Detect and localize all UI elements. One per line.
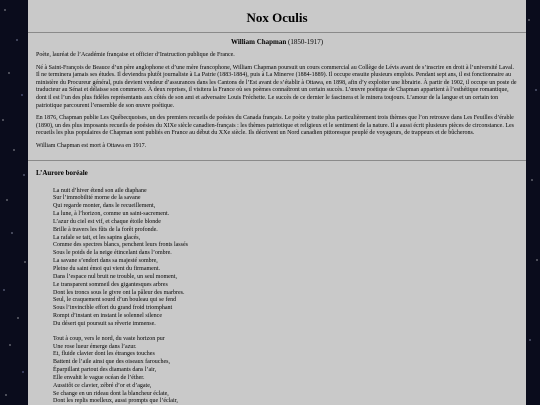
poem-line: Dont les replis moelleux, aussi prompts que l’éclair,: [53, 398, 178, 405]
site-title: Nox Oculis: [246, 10, 308, 25]
poem-line: Sur l’immobilité morne de la savane: [53, 195, 141, 202]
poem-line: La rafale se tait, et les sapins glacés,: [53, 234, 141, 241]
poem-line: Éparpillant partout des diamants dans l’air,: [53, 367, 157, 374]
poem-line: Comme des spectres blancs, penchent leurs fronts lassés: [53, 242, 188, 249]
poem-line: La lune, à l’horizon, comme un saint-sacrement.: [53, 211, 170, 218]
title-divider: [28, 32, 526, 33]
bio-death: William Chapman est mort à Ottawa en 1917.: [36, 142, 147, 149]
stanza-gap: [53, 329, 526, 336]
poem-line: Elle envahit le vague océan de l’éther.: [53, 374, 145, 381]
page-content-panel: [28, 0, 526, 405]
poem-line: Pleine du saint émoi qui vient du firmament.: [53, 265, 160, 272]
biography: [28, 52, 526, 151]
poem-line: Battent de l’aile ainsi que des oiseaux farouches,: [53, 359, 170, 366]
poem-title: L’Aurore boréale: [36, 168, 88, 177]
poem-line: Dans l’espace nul bruit ne trouble, un seul moment,: [53, 273, 177, 280]
poem-line: Aussitôt ce clavier, zébré d’or et d’agate,: [53, 382, 152, 389]
poem-stanza-1: [53, 188, 526, 329]
bio-paragraph-2: En 1876, Chapman publie Les Québecquoises, un des premiers recueils de poésies du Canada français. Le poète y traite plus particulièrement trois thèmes que l’on retrouve dans Les Feuilles d’érable (1890), un des plus imposants recueils de poésies du XIXe siècle canadien-français : les thèmes patriotique et religieux et le sentiment de la nature. Il a aussi écrit plusieurs pièces de circonstance. Les recueils les plus populaires de Chapman sont publiés en France au début du XXe siècle. Ils décrivent un Nord canadien pittoresque peuplé de voyageurs, de trappeurs et de bûcherons.: [36, 115, 515, 137]
poem-line: Une rose lueur émerge dans l’azur.: [53, 343, 137, 350]
poem-line: L’azur du ciel est vif, et chaque étoile blonde: [53, 218, 161, 225]
poem-line: Et, fluide clavier dont les étranges touches: [53, 351, 155, 358]
poem-line: Sous le poids de la neige étincelant dans l’ombre.: [53, 250, 172, 257]
poem-stanza-2: [53, 336, 526, 405]
bio-paragraph-1: Né à Saint-François de Beauce d’un père anglophone et d’une mère francophone, William Chapman poursuit un cours commercial au Collège de Lévis avant de s’inscrire en droit à l’université Laval. Il ne terminera jamais ses études. Il deviendra plutôt journaliste à La Patrie (1883-1884), puis à La Minerve (1884-1889). Il occupe ensuite plusieurs emplois. Pendant sept ans, il est fonctionnaire au ministère du Procureur général, puis devient vendeur d’assurances dans les Cantons de l’Est avant de s’établir à Ottawa, en 1898, afin d’y exploiter une librairie. À partir de 1902, il occupe un poste de traducteur au Sénat et délaisse son commerce. À deux reprises, il visitera la France où ses poèmes connaîtront un certain succès. L’œuvre poétique de Chapman appartient à l’esthétique romantique, dont il est l’un des plus fidèles représentants aux côtés de son ami et adversaire Louis Fréchette. Le succès de ce dernier le fascinera et le minera toujours. L’amour de la langue et un certain ton patriotique parcourent l’ensemble de son œuvre poétique.: [36, 64, 517, 109]
poem-line: Se change en un rideau dont la blancheur éclate,: [53, 390, 169, 397]
poem-line: Le transparent sommeil des gigantesques arbres: [53, 281, 168, 288]
poem-line: La nuit d’hiver étend son aile diaphane: [53, 187, 147, 194]
poem-line: La savane s’endort dans sa majesté sombre,: [53, 258, 158, 265]
poem-line: Du désert qui poursuit sa rêverie immense.: [53, 320, 156, 327]
section-divider: [28, 160, 526, 161]
poem-text: [53, 188, 526, 405]
author-heading: [28, 38, 526, 47]
poem-line: Brille à travers les fûts de la forêt profonde.: [53, 226, 158, 233]
author-name: William Chapman: [230, 38, 287, 46]
poem-line: Tout à coup, vers le nord, du vaste horizon pur: [53, 335, 165, 342]
poem-line: Seul, le craquement sourd d’un bouleau qui se fend: [53, 297, 177, 304]
poem-line: Dont les troncs sous le givre ont la pâleur des marbres.: [53, 289, 185, 296]
bio-intro: Poète, lauréat de l’Académie française et officier d’Instruction publique de France.: [36, 52, 235, 58]
poem-line: Rompt d’instant en instant le solennel silence: [53, 313, 162, 320]
author-dates: (1850-1917): [288, 38, 324, 46]
poem-line: Sous l’invincible effort du grand froid triomphant: [53, 305, 173, 312]
poem-line: Qui regarde monter, dans le recueillement,: [53, 203, 156, 210]
